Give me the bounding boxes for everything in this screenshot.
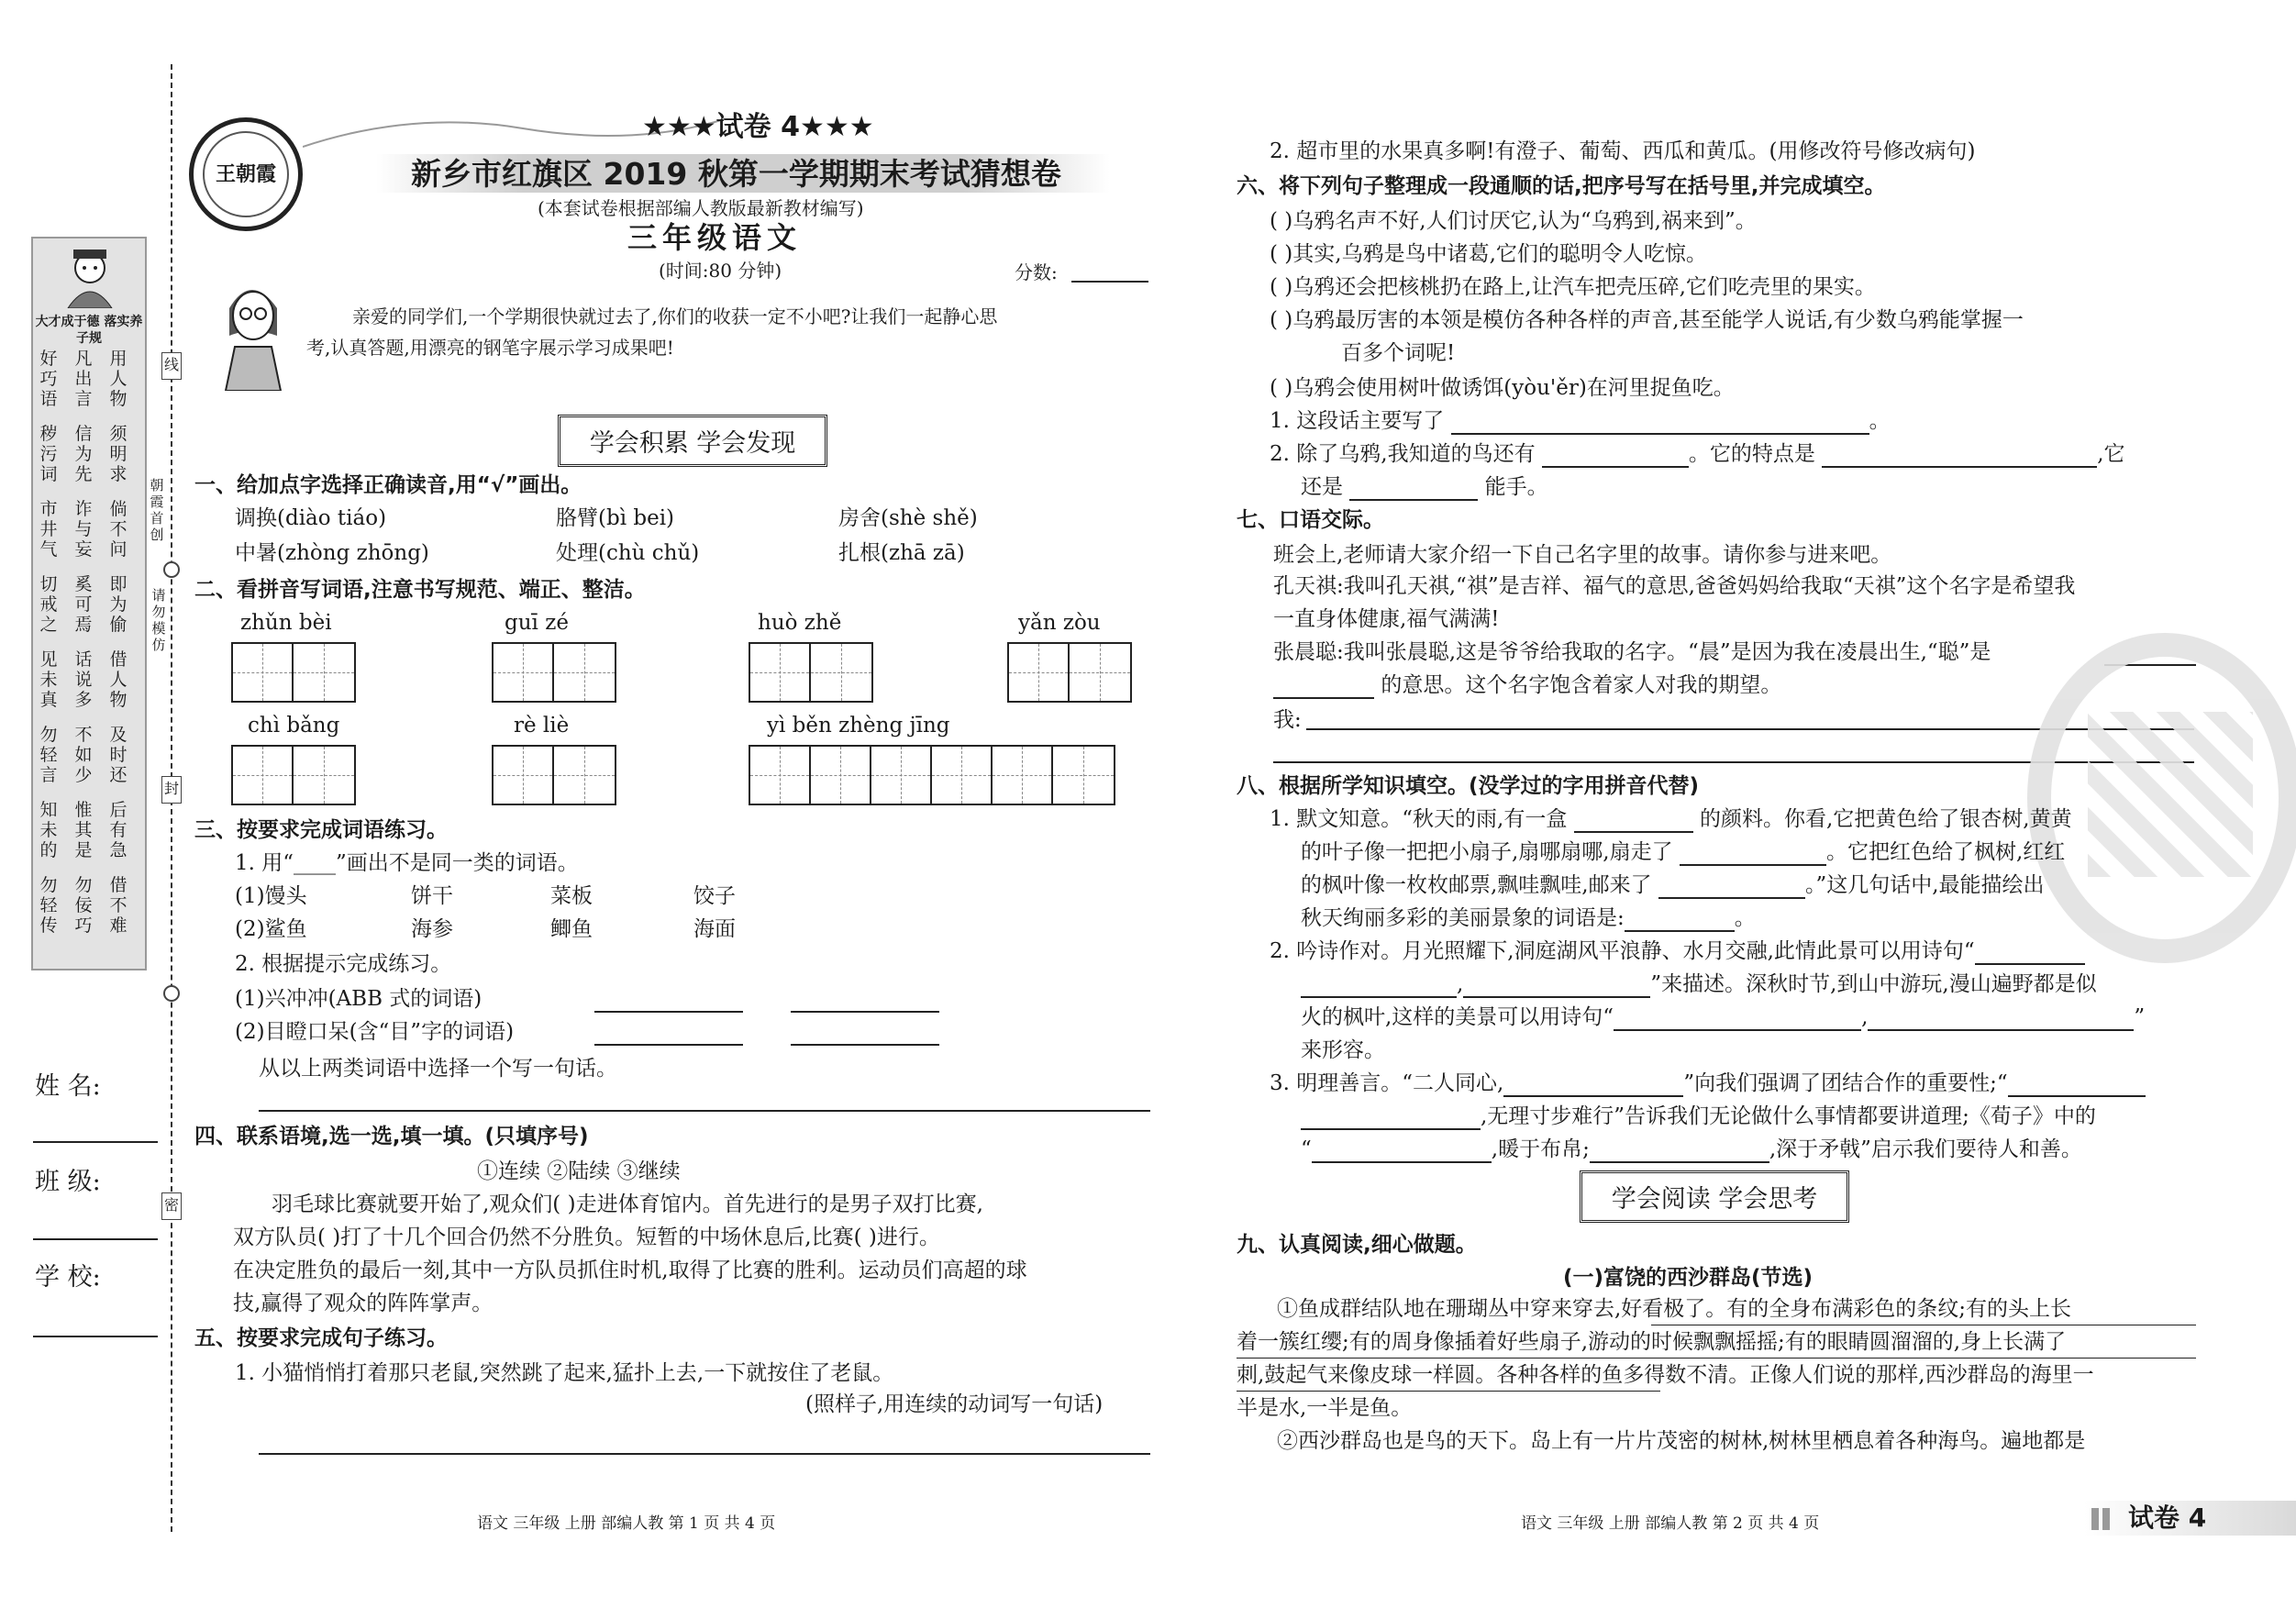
motto-column: 凡出言	[74, 349, 93, 409]
q8-line: ,无理寸步难行”告诉我们无论做什么事情都要讲道理;《荀子》中的	[1301, 1103, 2096, 1130]
footer-squares-icon	[2091, 1508, 2113, 1530]
answer-blank[interactable]	[1680, 844, 1826, 866]
answer-blank[interactable]	[1574, 811, 1693, 833]
word-option[interactable]: 海面	[693, 917, 736, 941]
q7-paragraph: 的意思。这个名字饱含着家人对我的期望。	[1273, 671, 1781, 699]
q6-item: ( )其实,乌鸦是鸟中诸葛,它们的聪明令人吃惊。	[1270, 242, 1707, 266]
name-label: 姓 名:	[35, 1072, 101, 1101]
grade-subject: 三年级语文	[627, 220, 803, 255]
answer-blank[interactable]	[1822, 446, 2097, 468]
seal-bottom-text: 请勿模仿	[151, 587, 166, 653]
q1-item: 扎根(zhā zā)	[838, 541, 965, 565]
school-field[interactable]	[33, 1336, 158, 1337]
pinyin-label: chì bǎng	[248, 714, 340, 738]
footer-tag: 试卷 4	[2128, 1503, 2207, 1533]
class-field[interactable]	[33, 1238, 158, 1240]
answer-line[interactable]	[594, 1044, 743, 1046]
motto-column: 市井气	[39, 499, 58, 560]
section-heading-reading: 学会阅读 学会思考	[1580, 1170, 1849, 1223]
answer-blank[interactable]	[1312, 1141, 1492, 1163]
name-field[interactable]	[33, 1141, 158, 1143]
q5-sentence-2: 2. 超市里的水果真多啊!有澄子、葡萄、西瓜和黄瓜。(用修改符号修改病句)	[1270, 139, 1976, 163]
footer-right: 语文 三年级 上册 部编人教 第 2 页 共 4 页	[1521, 1514, 1820, 1533]
q3-part1: 1. 用“____”画出不是同一类的词语。	[235, 851, 579, 875]
watermark-seal	[2027, 633, 2296, 963]
answer-blank[interactable]	[1503, 1075, 1683, 1097]
passage-title: (一)富饶的西沙群岛(节选)	[1563, 1266, 1814, 1290]
cut-label-1: 线	[161, 352, 182, 380]
exam-time: (时间:80 分钟)	[659, 260, 782, 282]
brand-logo: 王朝霞	[189, 117, 303, 231]
motto-column: 知未的	[39, 800, 58, 860]
writing-grid[interactable]	[1007, 642, 1132, 703]
motto-column: 及时还	[109, 725, 128, 785]
motto-column: 诈与妄	[74, 499, 93, 560]
q6-fill-1: 1. 这段话主要写了 。	[1270, 409, 1891, 433]
answer-blank[interactable]	[1349, 479, 1478, 501]
motto-title: 大才成于德 落实养子规	[35, 315, 143, 346]
motto-column: 见未真	[39, 649, 58, 710]
answer-blank[interactable]	[1301, 976, 1457, 998]
answer-blank[interactable]	[1273, 677, 1374, 699]
passage-paragraph: 刺,鼓起气来像皮球一样圆。各种各样的鱼多得数不清。正像人们说的那样,西沙群岛的海里一	[1237, 1363, 2094, 1387]
q4-title: 四、联系语境,选一选,填一填。(只填序号)	[194, 1125, 589, 1148]
pinyin-label: yǎn zòu	[1018, 611, 1101, 635]
pinyin-label: guī zé	[505, 611, 569, 635]
intro-line-1: 亲爱的同学们,一个学期很快就过去了,你们的收获一定不小吧?让我们一起静心思	[352, 305, 998, 327]
motto-column: 借不难	[109, 875, 128, 936]
q7-title: 七、口语交际。	[1237, 508, 1384, 532]
q3-title: 三、按要求完成词语练习。	[194, 818, 448, 842]
motto-column: 信为先	[74, 424, 93, 484]
motto-column: 用人物	[109, 349, 128, 409]
word-option[interactable]: 菜板	[550, 884, 593, 908]
scholar-cartoon-icon	[55, 248, 125, 308]
writing-grid[interactable]	[231, 745, 356, 805]
pinyin-label: rè liè	[514, 714, 570, 738]
word-option[interactable]: (2)鲨鱼	[235, 917, 307, 941]
answer-blank[interactable]	[1451, 413, 1869, 435]
q4-paragraph: 双方队员( )打了十几个回合仍然不分胜负。短暂的中场休息后,比赛( )进行。	[233, 1225, 940, 1249]
cut-label-2: 封	[161, 776, 182, 804]
binding-hole-icon	[163, 985, 180, 1002]
q7-paragraph: 张晨聪:我叫张晨聪,这是爷爷给我取的名字。“晨”是因为我在凌晨出生,“聪”是	[1273, 640, 1991, 664]
seal-top-text: 朝霞首创	[150, 477, 164, 543]
q6-fill-2: 2. 除了乌鸦,我知道的鸟还有 。它的特点是 ,它	[1270, 442, 2125, 466]
motto-column: 不如少	[74, 725, 93, 785]
q8-line: “ ,暖于布帛; ,深于矛戟”启示我们要待人和善。	[1301, 1137, 2082, 1161]
q8-title: 八、根据所学知识填空。(没学过的字用拼音代替)	[1237, 774, 1700, 798]
q7-paragraph: 一直身体健康,福气满满!	[1273, 607, 1500, 631]
exam-title: 新乡市红旗区 2019 秋第一学期期末考试猜想卷	[411, 156, 1061, 192]
motto-column: 须明求	[109, 424, 128, 484]
q5-sentence-1: 1. 小猫悄悄打着那只老鼠,突然跳了起来,猛扑上去,一下就按住了老鼠。	[235, 1361, 894, 1385]
q7-paragraph: 孔天祺:我叫孔天祺,“祺”是吉祥、福气的意思,爸爸妈妈给我取“天祺”这个名字是希望我	[1273, 574, 2076, 598]
teacher-cartoon-icon	[213, 272, 290, 391]
writing-grid[interactable]	[492, 642, 616, 703]
score-label: 分数:	[1015, 261, 1058, 283]
writing-grid[interactable]	[749, 642, 873, 703]
writing-grid[interactable]	[492, 745, 616, 805]
q3-hint-mu: (2)目瞪口呆(含“目”字的词语)	[235, 1020, 515, 1044]
q4-paragraph: 羽毛球比赛就要开始了,观众们( )走进体育馆内。首先进行的是男子双打比赛,	[272, 1192, 983, 1216]
motto-column: 话说多	[74, 649, 93, 710]
score-field[interactable]	[1071, 281, 1148, 283]
motto-column: 勿轻传	[39, 875, 58, 936]
motto-panel	[31, 237, 147, 970]
q3-part2: 2. 根据提示完成练习。	[235, 952, 452, 976]
answer-blank[interactable]	[1463, 976, 1650, 998]
class-label: 班 级:	[35, 1168, 101, 1196]
school-label: 学 校:	[35, 1263, 101, 1292]
q3-hint-abb: (1)兴冲冲(ABB 式的词语)	[235, 987, 482, 1011]
answer-blank[interactable]	[1590, 1141, 1769, 1163]
answer-blank[interactable]	[1975, 943, 2085, 965]
answer-line[interactable]	[791, 1044, 939, 1046]
motto-column: 借人物	[109, 649, 128, 710]
motto-column: 勿佞巧	[74, 875, 93, 936]
motto-column: 倘不问	[109, 499, 128, 560]
q6-item-cont: 百多个词呢!	[1341, 341, 1456, 365]
q7-paragraph: 班会上,老师请大家介绍一下自己名字里的故事。请你参与进来吧。	[1273, 543, 1892, 567]
q8-line: 3. 明理善言。“二人同心, ”向我们强调了团结合作的重要性;“	[1270, 1070, 2146, 1097]
motto-columns	[39, 349, 143, 954]
q8-line: 秋天绚丽多彩的美丽景象的词语是: 。	[1301, 906, 1756, 930]
word-option[interactable]: (1)馒头	[235, 884, 307, 908]
q8-line: 的叶子像一把把小扇子,扇哪扇哪,扇走了 。它把红色给了枫树,红红	[1301, 840, 2066, 864]
answer-blank[interactable]	[1868, 1009, 2134, 1031]
exam-tag: ★★★试卷 4★★★	[642, 111, 874, 143]
pinyin-label: zhǔn bèi	[240, 611, 332, 635]
word-option[interactable]: 鲫鱼	[550, 917, 593, 941]
motto-column: 秽污词	[39, 424, 58, 484]
passage-paragraph: 半是水,一半是鱼。	[1237, 1396, 1413, 1420]
answer-line[interactable]	[791, 1011, 939, 1013]
answer-blank[interactable]	[1542, 446, 1689, 468]
writing-grid[interactable]	[231, 642, 356, 703]
writing-grid[interactable]	[749, 745, 1115, 805]
q8-line: 2. 吟诗作对。月光照耀下,洞庭湖风平浪静、水月交融,此情此景可以用诗句“	[1270, 937, 2085, 965]
q6-item: ( )乌鸦名声不好,人们讨厌它,认为“乌鸦到,祸来到”。	[1270, 209, 1757, 233]
q9-title: 九、认真阅读,细心做题。	[1237, 1233, 1477, 1257]
q3-sentence-prompt: 从以上两类词语中选择一个写一句话。	[259, 1057, 617, 1081]
q1-item: 中暑(zhòng zhōng)	[235, 541, 429, 565]
answer-blank[interactable]	[1658, 877, 1805, 899]
answer-blank[interactable]	[2008, 1075, 2146, 1097]
pinyin-label: huò zhě	[758, 611, 842, 635]
answer-blank[interactable]	[1301, 1108, 1481, 1130]
q4-paragraph: 在决定胜负的最后一刻,其中一方队员抓住时机,取得了比赛的胜利。运动员们高超的球	[233, 1259, 1027, 1282]
q5-note: (照样子,用连续的动词写一句话)	[805, 1392, 1104, 1416]
answer-line[interactable]	[259, 1453, 1150, 1455]
word-option[interactable]: 饼干	[411, 884, 453, 908]
word-option[interactable]: 海参	[411, 917, 453, 941]
q1-item: 调换(diào tiáo)	[235, 506, 387, 530]
q4-paragraph: 技,赢得了观众的阵阵掌声。	[233, 1292, 494, 1315]
motto-column: 惟其是	[74, 800, 93, 860]
q8-line: 1. 默文知意。“秋天的雨,有一盒 的颜料。你看,它把黄色给了银杏树,黄黄	[1270, 807, 2072, 831]
answer-line[interactable]	[594, 1011, 743, 1013]
motto-column: 即为偷	[109, 574, 128, 635]
section-heading-accumulate: 学会积累 学会发现	[558, 415, 827, 467]
underline-mark	[1237, 1391, 1660, 1392]
answer-blank[interactable]	[1614, 1009, 1861, 1031]
binding-hole-icon	[163, 561, 180, 578]
q8-line: , ”来描述。深秋时节,到山中游玩,漫山遍野都是似	[1301, 970, 2097, 998]
motto-column: 后有急	[109, 800, 128, 860]
q6-item: ( )乌鸦还会把核桃扔在路上,让汽车把壳压碎,它们吃壳里的果实。	[1270, 275, 1876, 299]
word-option[interactable]: 饺子	[693, 884, 736, 908]
motto-column: 奚可焉	[74, 574, 93, 635]
q8-line: 的枫叶像一枚枚邮票,飘哇飘哇,邮来了 。”这几句话中,最能描绘出	[1301, 873, 2045, 897]
intro-line-2: 考,认真答题,用漂亮的钢笔字展示学习成果吧!	[306, 337, 674, 359]
q8-line: 火的枫叶,这样的美景可以用诗句“ , ”	[1301, 1005, 2146, 1029]
answer-line[interactable]	[259, 1110, 1150, 1112]
exam-subtitle: (本套试卷根据部编人教版最新教材编写)	[538, 197, 864, 219]
passage-paragraph: 着一簇红缨;有的周身像插着好些扇子,游动的时候飘飘摇摇;有的眼睛圆溜溜的,身上长满了	[1237, 1330, 2067, 1354]
q2-title: 二、看拼音写词语,注意书写规范、端正、整洁。	[194, 578, 646, 602]
underline-mark	[1237, 1358, 2196, 1359]
motto-column: 勿轻言	[39, 725, 58, 785]
q6-fill-3: 还是 能手。	[1301, 475, 1548, 499]
q6-title: 六、将下列句子整理成一段通顺的话,把序号写在括号里,并完成填空。	[1237, 174, 1886, 198]
answer-blank[interactable]	[1625, 910, 1735, 932]
q8-line: 来形容。	[1301, 1038, 1385, 1062]
q1-title: 一、给加点字选择正确读音,用“√”画出。	[194, 473, 582, 497]
q7-me-label: 我:	[1273, 708, 1302, 732]
pinyin-label: yì běn zhèng jīng	[767, 714, 950, 738]
q5-title: 五、按要求完成句子练习。	[194, 1326, 448, 1350]
q1-item: 处理(chù chǔ)	[556, 541, 700, 565]
q1-item: 房舍(shè shě)	[838, 506, 978, 530]
footer-left: 语文 三年级 上册 部编人教 第 1 页 共 4 页	[477, 1514, 776, 1533]
passage-paragraph: ②西沙群岛也是鸟的天下。岛上有一片片茂密的树林,树林里栖息着各种海鸟。遍地都是	[1277, 1429, 2086, 1453]
cut-label-3: 密	[161, 1192, 182, 1220]
q1-item: 胳臂(bì bei)	[556, 506, 675, 530]
motto-column: 好巧语	[39, 349, 58, 409]
motto-column: 切戒之	[39, 574, 58, 635]
passage-paragraph: ①鱼成群结队地在珊瑚丛中穿来穿去,好看极了。有的全身布满彩色的条纹;有的头上长	[1277, 1297, 2072, 1321]
q4-options: ①连续 ②陆续 ③继续	[477, 1159, 681, 1183]
q6-item: ( )乌鸦最厉害的本领是模仿各种各样的声音,甚至能学人说话,有少数乌鸦能掌握一	[1270, 308, 2024, 332]
q6-item: ( )乌鸦会使用树叶做诱饵(yòu'ěr)在河里捉鱼吃。	[1270, 376, 1735, 400]
